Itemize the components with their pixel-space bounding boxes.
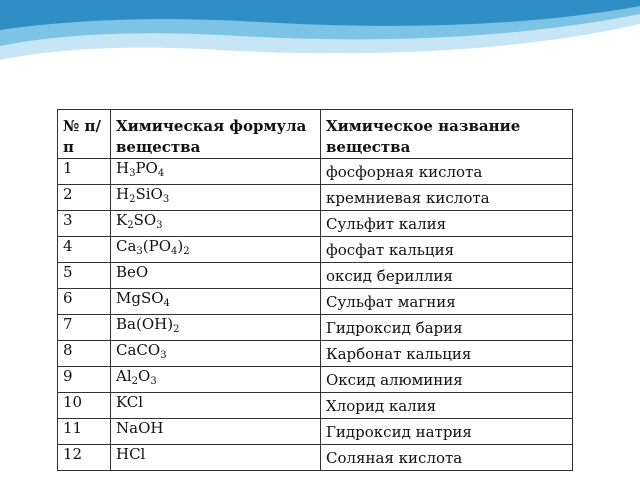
chemical-name: Карбонат кальция <box>321 341 573 367</box>
chemical-formula <box>111 159 321 185</box>
row-number: 9 <box>58 367 111 393</box>
formula-part: K <box>116 211 128 229</box>
chemical-name: Сульфит калия <box>321 211 573 237</box>
table-row <box>58 419 573 445</box>
formula-subscript: 3 <box>150 376 157 387</box>
formula-subscript: 4 <box>171 246 178 257</box>
formula-part: MgSO <box>116 289 164 307</box>
formula-part: BeO <box>116 263 149 281</box>
table-row <box>58 445 573 471</box>
formula-part: H <box>116 185 130 203</box>
header-formula: Химическая формула вещества <box>111 110 321 159</box>
formula-part: NaOH <box>116 419 164 437</box>
formula-subscript: 2 <box>127 220 134 231</box>
chemical-substances-table <box>57 109 573 471</box>
row-number: 2 <box>58 185 111 211</box>
formula-part: HCl <box>116 445 146 463</box>
chemical-name: Гидроксид натрия <box>321 419 573 445</box>
formula-part: SiO <box>135 185 163 203</box>
row-number: 4 <box>58 237 111 263</box>
table-header-row <box>58 110 573 159</box>
row-number: 11 <box>58 419 111 445</box>
table-row <box>58 211 573 237</box>
chemical-name: Оксид алюминия <box>321 367 573 393</box>
table-row <box>58 185 573 211</box>
row-number: 10 <box>58 393 111 419</box>
header-number: № п/п <box>58 110 111 159</box>
formula-part: (PO <box>142 237 172 255</box>
formula-part: Al <box>116 367 132 385</box>
table-row <box>58 289 573 315</box>
formula-part: Ca <box>116 237 137 255</box>
formula-subscript: 2 <box>131 376 139 387</box>
formula-part: CaCO <box>116 341 161 359</box>
chemical-formula <box>111 341 321 367</box>
chemical-formula <box>111 263 321 289</box>
row-number: 8 <box>58 341 111 367</box>
table-row <box>58 263 573 289</box>
formula-part: O <box>138 367 151 385</box>
formula-subscript: 2 <box>129 194 136 205</box>
chemical-formula <box>111 315 321 341</box>
formula-subscript: 3 <box>136 246 143 257</box>
chemical-formula <box>111 289 321 315</box>
chemical-formula <box>111 185 321 211</box>
formula-subscript: 3 <box>160 350 167 361</box>
table-row <box>58 315 573 341</box>
chemical-name: Сульфат магния <box>321 289 573 315</box>
formula-subscript: 2 <box>173 324 180 335</box>
chemical-name: фосфорная кислота <box>321 159 573 185</box>
formula-part: KCl <box>116 393 144 411</box>
formula-subscript: 4 <box>163 298 170 309</box>
chemical-formula <box>111 211 321 237</box>
chemical-name: фосфат кальция <box>321 237 573 263</box>
table-row <box>58 159 573 185</box>
formula-part: H <box>116 159 130 177</box>
formula-subscript: 4 <box>157 168 165 179</box>
chemical-name: оксид бериллия <box>321 263 573 289</box>
formula-part: SO <box>133 211 157 229</box>
chemical-name: кремниевая кислота <box>321 185 573 211</box>
chemical-formula <box>111 419 321 445</box>
chemical-name: Гидроксид бария <box>321 315 573 341</box>
table-row <box>58 237 573 263</box>
row-number: 1 <box>58 159 111 185</box>
formula-part: ) <box>177 237 184 255</box>
formula-subscript: 3 <box>129 168 136 179</box>
chemical-name: Хлорид калия <box>321 393 573 419</box>
row-number: 5 <box>58 263 111 289</box>
header-name: Химическое название вещества <box>321 110 573 159</box>
chemical-formula <box>111 367 321 393</box>
table-row <box>58 341 573 367</box>
table-row <box>58 393 573 419</box>
chemical-name: Соляная кислота <box>321 445 573 471</box>
formula-subscript: 3 <box>156 220 163 231</box>
row-number: 7 <box>58 315 111 341</box>
formula-part: PO <box>135 159 158 177</box>
chemical-formula <box>111 237 321 263</box>
formula-subscript: 3 <box>162 194 170 205</box>
chemical-formula <box>111 445 321 471</box>
table-row <box>58 367 573 393</box>
formula-subscript: 2 <box>183 246 190 257</box>
wave-banner-decoration <box>0 0 640 80</box>
row-number: 3 <box>58 211 111 237</box>
chemical-formula <box>111 393 321 419</box>
formula-part: Ba(OH) <box>116 315 174 333</box>
row-number: 12 <box>58 445 111 471</box>
row-number: 6 <box>58 289 111 315</box>
